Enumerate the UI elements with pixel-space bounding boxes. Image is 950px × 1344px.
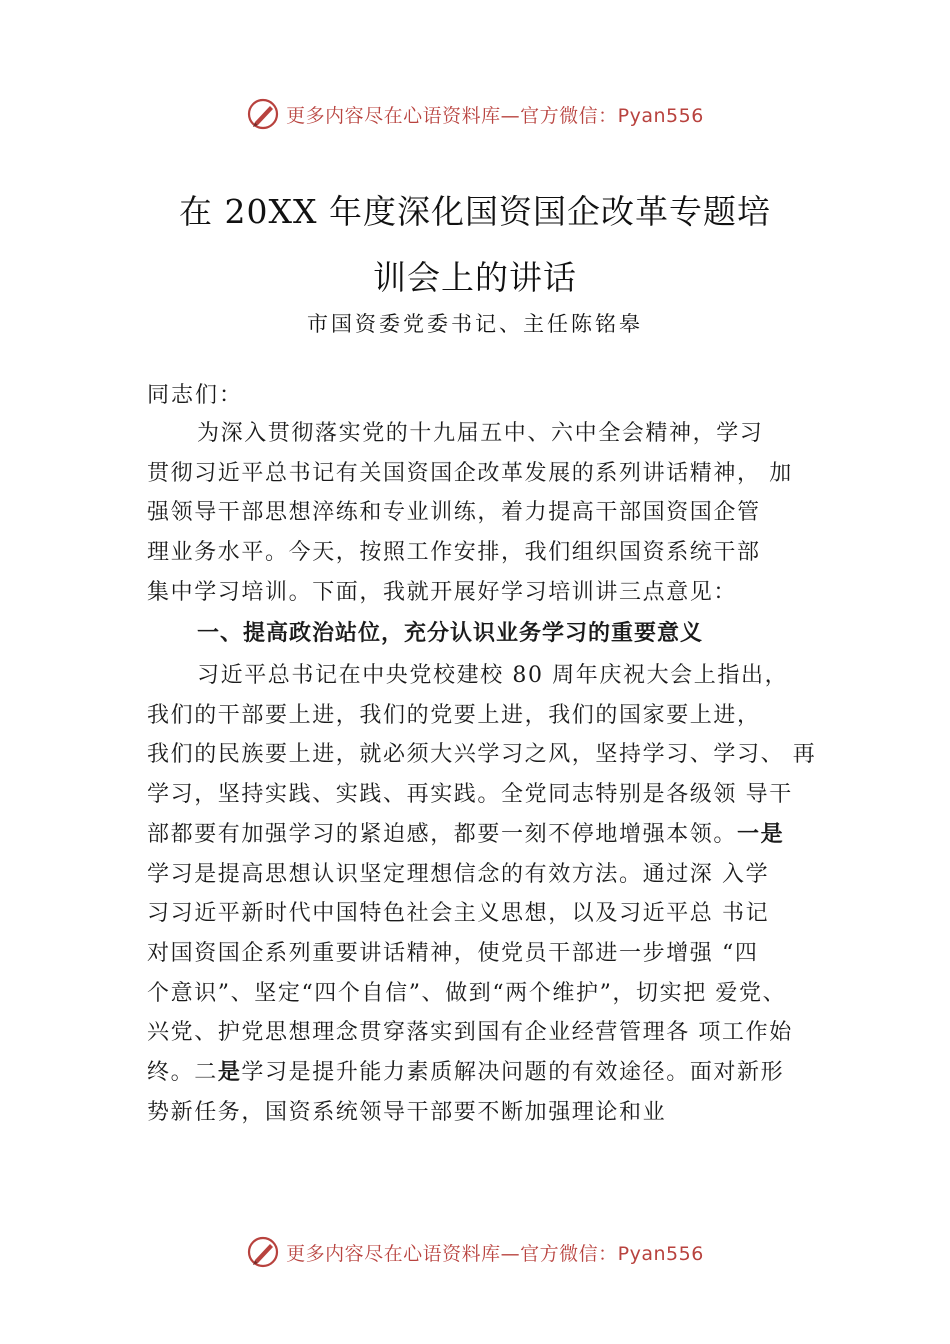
text-line-with-bold [147, 815, 837, 855]
watermark-header [0, 94, 950, 134]
document-title-line1: 在 20XX 年度深化国资国企改革专题培 [179, 192, 771, 231]
paragraph-intro [147, 414, 837, 613]
text-fragment: 终。二 [147, 1060, 218, 1086]
text-line: 我们的干部要上进，我们的党要上进，我们的国家要上进， [147, 702, 761, 728]
bold-marker-first: 一是 [737, 820, 785, 847]
section-heading-1: 一、提高政治站位，充分认识业务学习的重要意义 [197, 621, 704, 646]
text-line: 兴党、护党思想理念贯穿落实到国有企业经营管理各 项工作始 [147, 1020, 793, 1046]
bold-marker-second: 是 [217, 1059, 242, 1086]
text-line: 强领导干部思想淬练和专业训练，着力提高干部国资国企管 [147, 500, 761, 526]
text-line: 集中学习培训。下面，我就开展好学习培训讲三点意见： [147, 579, 738, 605]
text-line: 势新任务，国资系统领导干部要不断加强理论和业 [147, 1099, 667, 1125]
text-line: 贯彻习近平总书记有关国资国企改革发展的系列讲话精神， 加 [147, 460, 793, 486]
text-fragment: 部都要有加强学习的紧迫感，都要一刻不停地增强本领。 [147, 821, 738, 847]
watermark-text: 更多内容尽在心语资料库—官方微信：Pyan556 [286, 104, 704, 127]
pen-logo-icon [246, 97, 280, 131]
text-line-with-bold [147, 1053, 837, 1093]
text-fragment: 学习是提升能力素质解决问题的有效途径。面对新形 [241, 1060, 785, 1086]
text-line: 我们的民族要上进，就必须大兴学习之风，坚持学习、学习、 再 [147, 742, 817, 768]
text-line: 个意识”、坚定“四个自信”、做到“两个维护”，切实把 爱党、 [147, 980, 787, 1006]
text-line: 理业务水平。今天，按照工作安排，我们组织国资系统干部 [147, 540, 761, 566]
text-line: 为深入贯彻落实党的十九届五中、六中全会精神，学习 [197, 421, 764, 446]
document-title-line2: 训会上的讲话 [373, 258, 577, 297]
text-line: 学习是提高思想认识坚定理想信念的有效方法。通过深 入学 [147, 861, 770, 887]
text-line: 习习近平新时代中国特色社会主义思想，以及习近平总 书记 [147, 901, 770, 927]
watermark-text: 更多内容尽在心语资料库—官方微信：Pyan556 [286, 1242, 704, 1265]
watermark-footer [0, 1232, 950, 1272]
text-line: 学习，坚持实践、实践、再实践。全党同志特别是各级领 导干 [147, 782, 793, 808]
salutation: 同志们： [147, 383, 244, 408]
document-author: 市国资委党委书记、主任陈铭皋 [307, 312, 643, 336]
text-line: 对国资国企系列重要讲话精神，使党员干部进一步增强 “四 [147, 940, 759, 966]
paragraph-section1 [147, 656, 837, 1132]
text-line: 习近平总书记在中央党校建校 80 周年庆祝大会上指出， [197, 663, 789, 688]
pen-logo-icon [246, 1235, 280, 1269]
